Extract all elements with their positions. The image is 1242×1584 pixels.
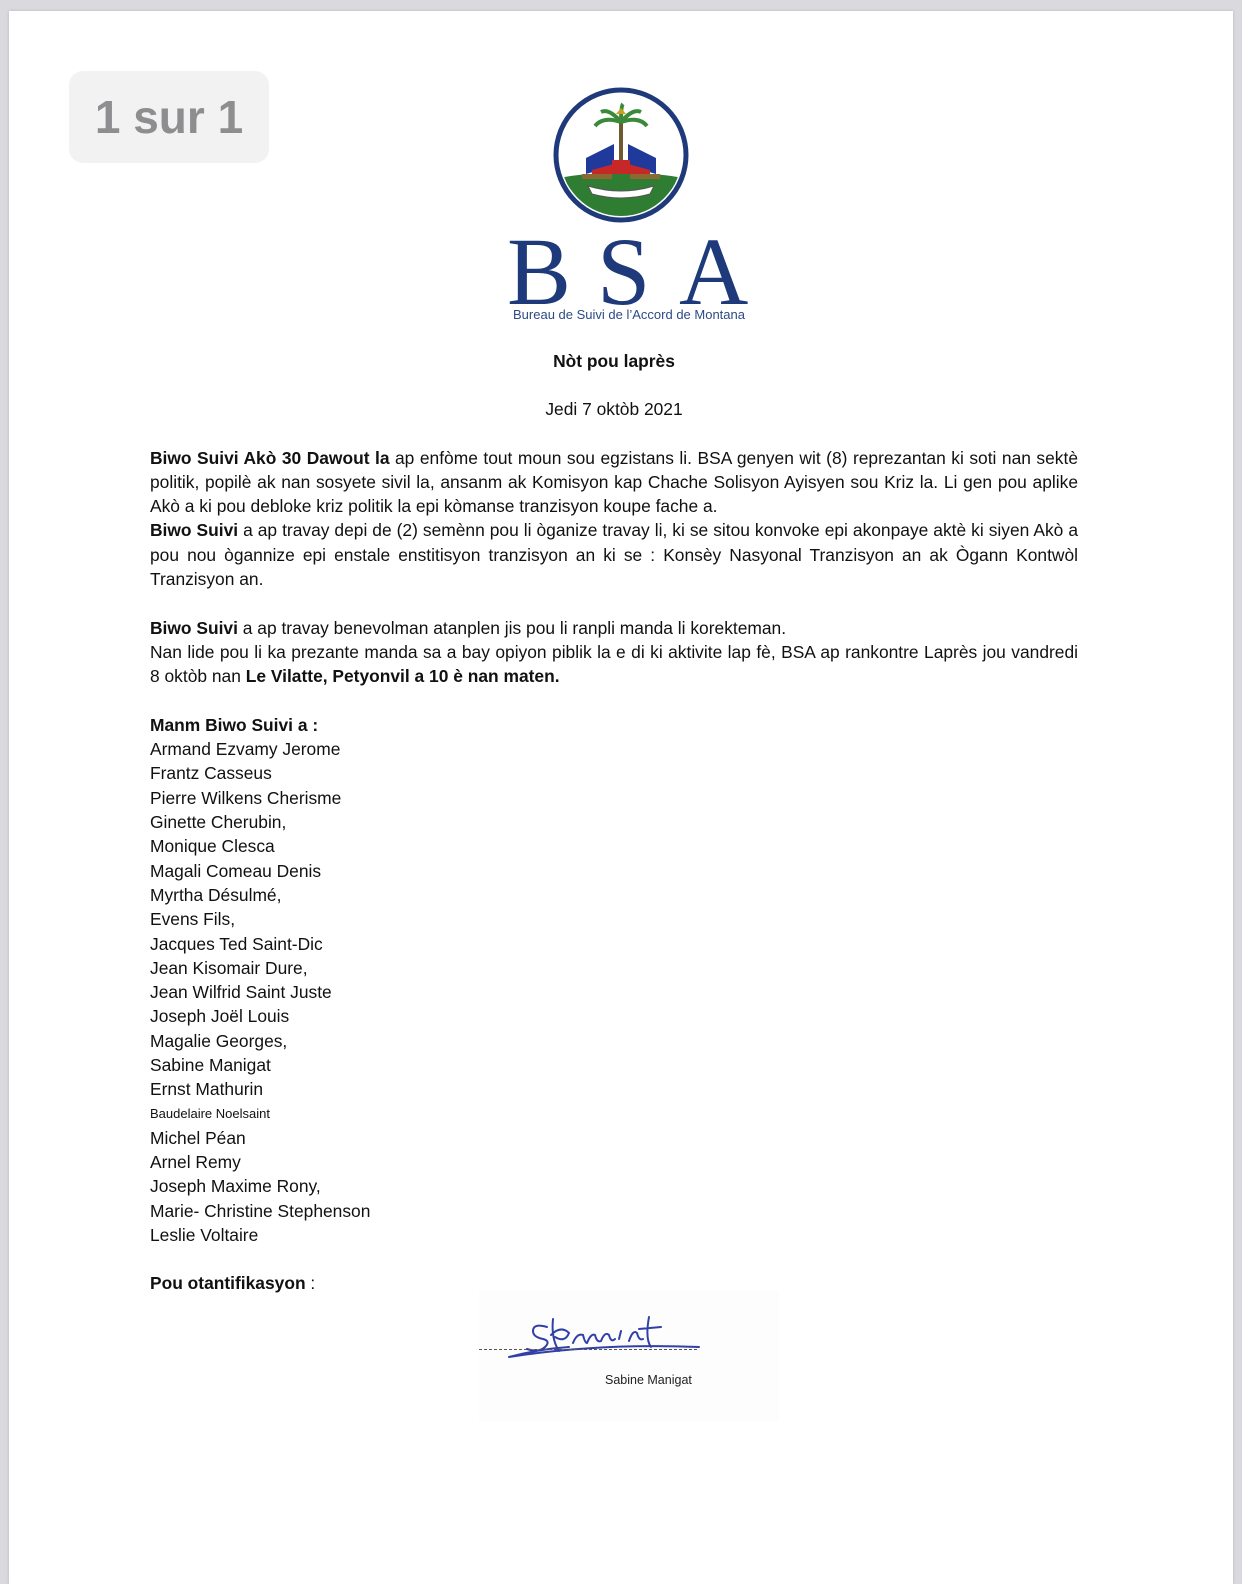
bsa-subtitle: Bureau de Suivi de l’Accord de Montana	[513, 307, 745, 322]
paragraph-2: Biwo Suivi a ap travay depi de (2) semènn pou li òganize travay li, ki se sitou konvoke epi akonpaye aktè ki siyen Akò a pou nou ògannize epi enstale enstitisyon tranzisyon an ki se : Konsèy Nasyonal Tranzisyon an ak Ògann Kontwòl Tranzisyon an.	[150, 520, 1078, 590]
list-item: Myrtha Désulmé,	[150, 884, 282, 905]
bsa-letter-b: B	[507, 218, 572, 316]
members-list	[150, 737, 1078, 1247]
list-item: Arnel Remy	[150, 1151, 241, 1172]
list-item: Leslie Voltaire	[150, 1224, 259, 1245]
bsa-letter-a: A	[679, 218, 749, 316]
list-item: Baudelaire Noelsaint	[150, 1105, 270, 1121]
list-item: Ernst Mathurin	[150, 1079, 264, 1100]
list-item: Jean Kisomair Dure,	[150, 957, 308, 978]
list-item: Jean Wilfrid Saint Juste	[150, 982, 332, 1003]
list-item: Frantz Casseus	[150, 763, 272, 784]
list-item: Pierre Wilkens Cherisme	[150, 787, 342, 808]
list-item: Monique Clesca	[150, 836, 275, 857]
signature-block	[479, 1291, 779, 1421]
authentication-label: Pou otantifikasyon :	[150, 1273, 316, 1294]
paragraph-1: Biwo Suivi Akò 30 Dawout la ap enfòme tout moun sou egzistans li. BSA genyen wit (8) reprezantan ki soti nan sektè politik, popilè ak nan sosyete sivil la, ansanm ak Komisyon kap Chache Solisyon Ayisyen sou Kriz la. Li gen pou aplike Akò a ki pou debloke kriz politik la epi kòmanse tranzisyon koupe fache a.	[150, 447, 1078, 517]
signature-name: Sabine Manigat	[605, 1373, 692, 1387]
signature-line	[479, 1349, 697, 1350]
list-item: Jacques Ted Saint-Dic	[150, 933, 323, 954]
list-item: Michel Péan	[150, 1127, 246, 1148]
members-heading: Manm Biwo Suivi a :	[150, 714, 319, 735]
bsa-logo	[499, 216, 759, 316]
list-item: Armand Ezvamy Jerome	[150, 739, 341, 760]
paragraph-4: Nan lide pou li ka prezante manda sa a bay opiyon piblik la e di ki aktivite lap fè, BSA ap rankontre Laprès jou vandredi 8 oktòb nan Le Vilatte, Petyonvil a 10 è nan maten.	[150, 641, 1078, 687]
list-item: Joseph Maxime Rony,	[150, 1176, 321, 1197]
document-body	[150, 349, 1078, 1296]
list-item: Joseph Joël Louis	[150, 1006, 290, 1027]
list-item: Magali Comeau Denis	[150, 860, 322, 881]
document-page	[9, 11, 1233, 1584]
coat-of-arms-emblem	[552, 86, 690, 224]
list-item: Marie- Christine Stephenson	[150, 1200, 371, 1221]
list-item: Sabine Manigat	[150, 1055, 271, 1076]
document-title: Nòt pou laprès	[553, 351, 675, 371]
list-item: Evens Fils,	[150, 909, 236, 930]
list-item: Magalie Georges,	[150, 1030, 288, 1051]
handwritten-signature	[489, 1299, 709, 1359]
document-date: Jedi 7 oktòb 2021	[545, 399, 683, 420]
list-item: Ginette Cherubin,	[150, 812, 287, 833]
bsa-letter-s: S	[597, 218, 651, 316]
page-indicator: 1 sur 1	[69, 71, 269, 163]
paragraph-3: Biwo Suivi a ap travay benevolman atanplen jis pou li ranpli manda li korekteman.	[150, 617, 787, 638]
